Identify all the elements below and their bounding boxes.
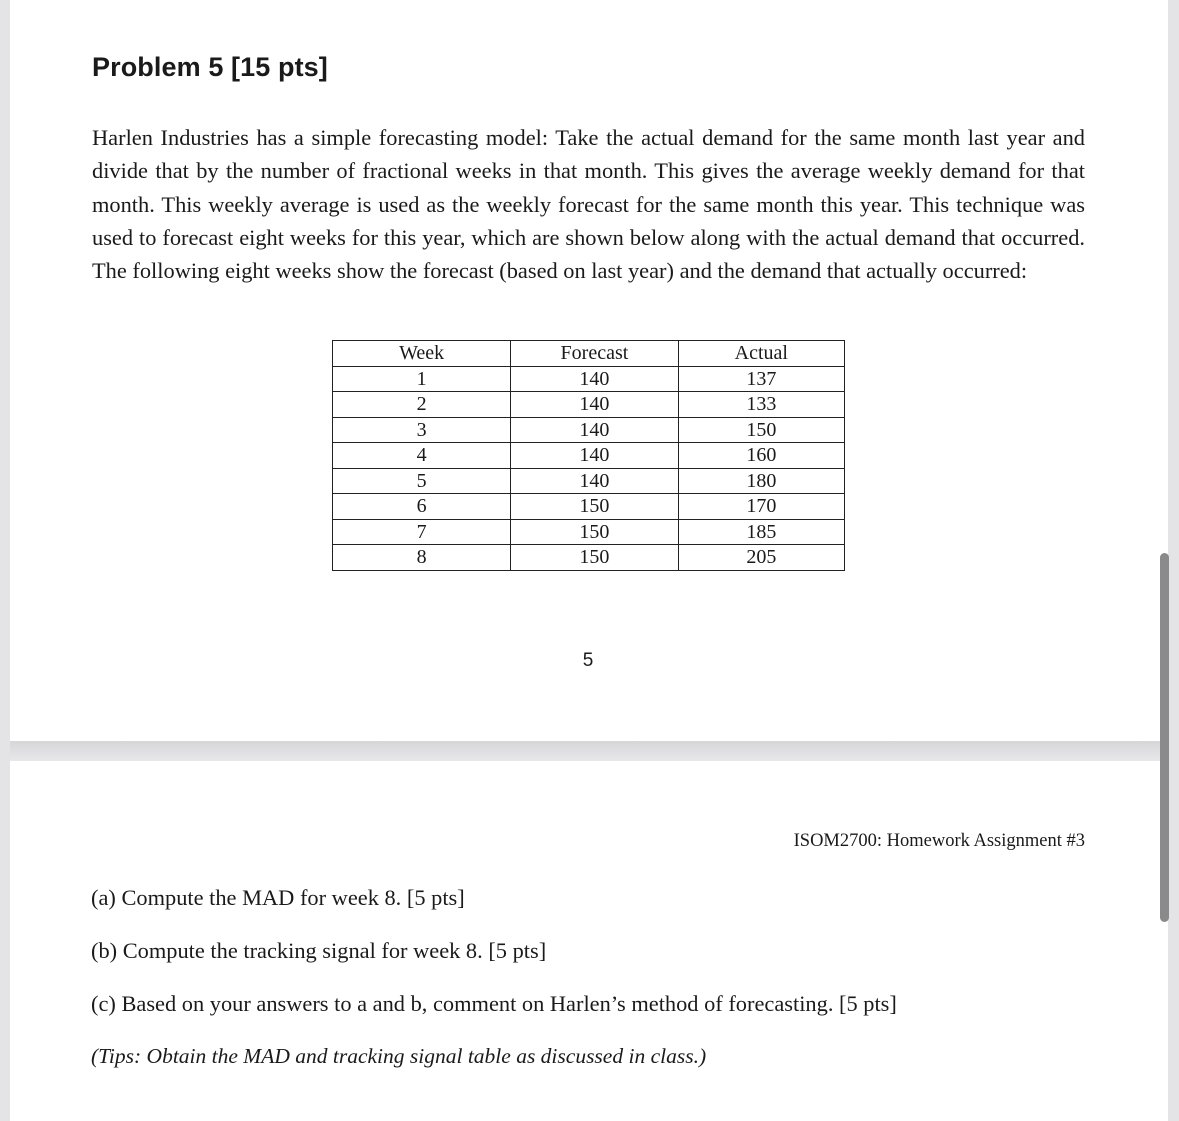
- header-forecast: Forecast: [511, 341, 678, 367]
- question-a: (a) Compute the MAD for week 8. [5 pts]: [91, 885, 465, 910]
- cell-week: 1: [333, 366, 511, 392]
- cell-week: 2: [333, 392, 511, 418]
- cell-actual: 185: [678, 519, 844, 545]
- table-row: [333, 366, 845, 392]
- table-header-row: [333, 341, 845, 367]
- table-row: [333, 417, 845, 443]
- question-b: (b) Compute the tracking signal for week 8. [5 pts]: [91, 938, 547, 963]
- cell-actual: 170: [678, 494, 844, 520]
- cell-forecast: 150: [511, 494, 678, 520]
- cell-week: 8: [333, 545, 511, 571]
- header-actual: Actual: [678, 341, 844, 367]
- cell-actual: 150: [678, 417, 844, 443]
- document-page-1: [10, 0, 1168, 741]
- document-page-2: [10, 761, 1168, 1121]
- cell-week: 5: [333, 468, 511, 494]
- cell-week: 4: [333, 443, 511, 469]
- cell-week: 3: [333, 417, 511, 443]
- cell-forecast: 140: [511, 417, 678, 443]
- cell-actual: 160: [678, 443, 844, 469]
- problem-title: Problem 5 [15 pts]: [92, 52, 328, 82]
- scrollbar-thumb[interactable]: [1160, 553, 1169, 922]
- question-c: (c) Based on your answers to a and b, comment on Harlen’s method of forecasting. [5 pts]: [91, 991, 897, 1016]
- cell-actual: 137: [678, 366, 844, 392]
- table-row: [333, 545, 845, 571]
- table-row: [333, 443, 845, 469]
- cell-week: 6: [333, 494, 511, 520]
- cell-actual: 180: [678, 468, 844, 494]
- page-gap: [10, 741, 1168, 761]
- page-number: 5: [582, 650, 594, 671]
- cell-forecast: 140: [511, 392, 678, 418]
- tips-note: (Tips: Obtain the MAD and tracking signal table as discussed in class.): [91, 1044, 707, 1068]
- cell-forecast: 140: [511, 468, 678, 494]
- table-row: [333, 494, 845, 520]
- table-row: [333, 468, 845, 494]
- forecast-table: [332, 340, 845, 571]
- cell-forecast: 150: [511, 545, 678, 571]
- course-header: ISOM2700: Homework Assignment #3: [793, 831, 1085, 851]
- cell-actual: 205: [678, 545, 844, 571]
- cell-forecast: 140: [511, 443, 678, 469]
- problem-description: Harlen Industries has a simple forecasting model: Take the actual demand for the same month last year and divide that by the number of fractional weeks in that month. This gives the average weekly demand for that month. This weekly average is used as the weekly forecast for the same month this year. This technique was used to forecast eight weeks for this year, which are shown below along with the actual demand that occurred. The following eight weeks show the forecast (based on last year) and the demand that actually occurred:: [92, 125, 1085, 284]
- header-week: Week: [333, 341, 511, 367]
- cell-forecast: 140: [511, 366, 678, 392]
- cell-actual: 133: [678, 392, 844, 418]
- cell-week: 7: [333, 519, 511, 545]
- table-row: [333, 392, 845, 418]
- table-row: [333, 519, 845, 545]
- cell-forecast: 150: [511, 519, 678, 545]
